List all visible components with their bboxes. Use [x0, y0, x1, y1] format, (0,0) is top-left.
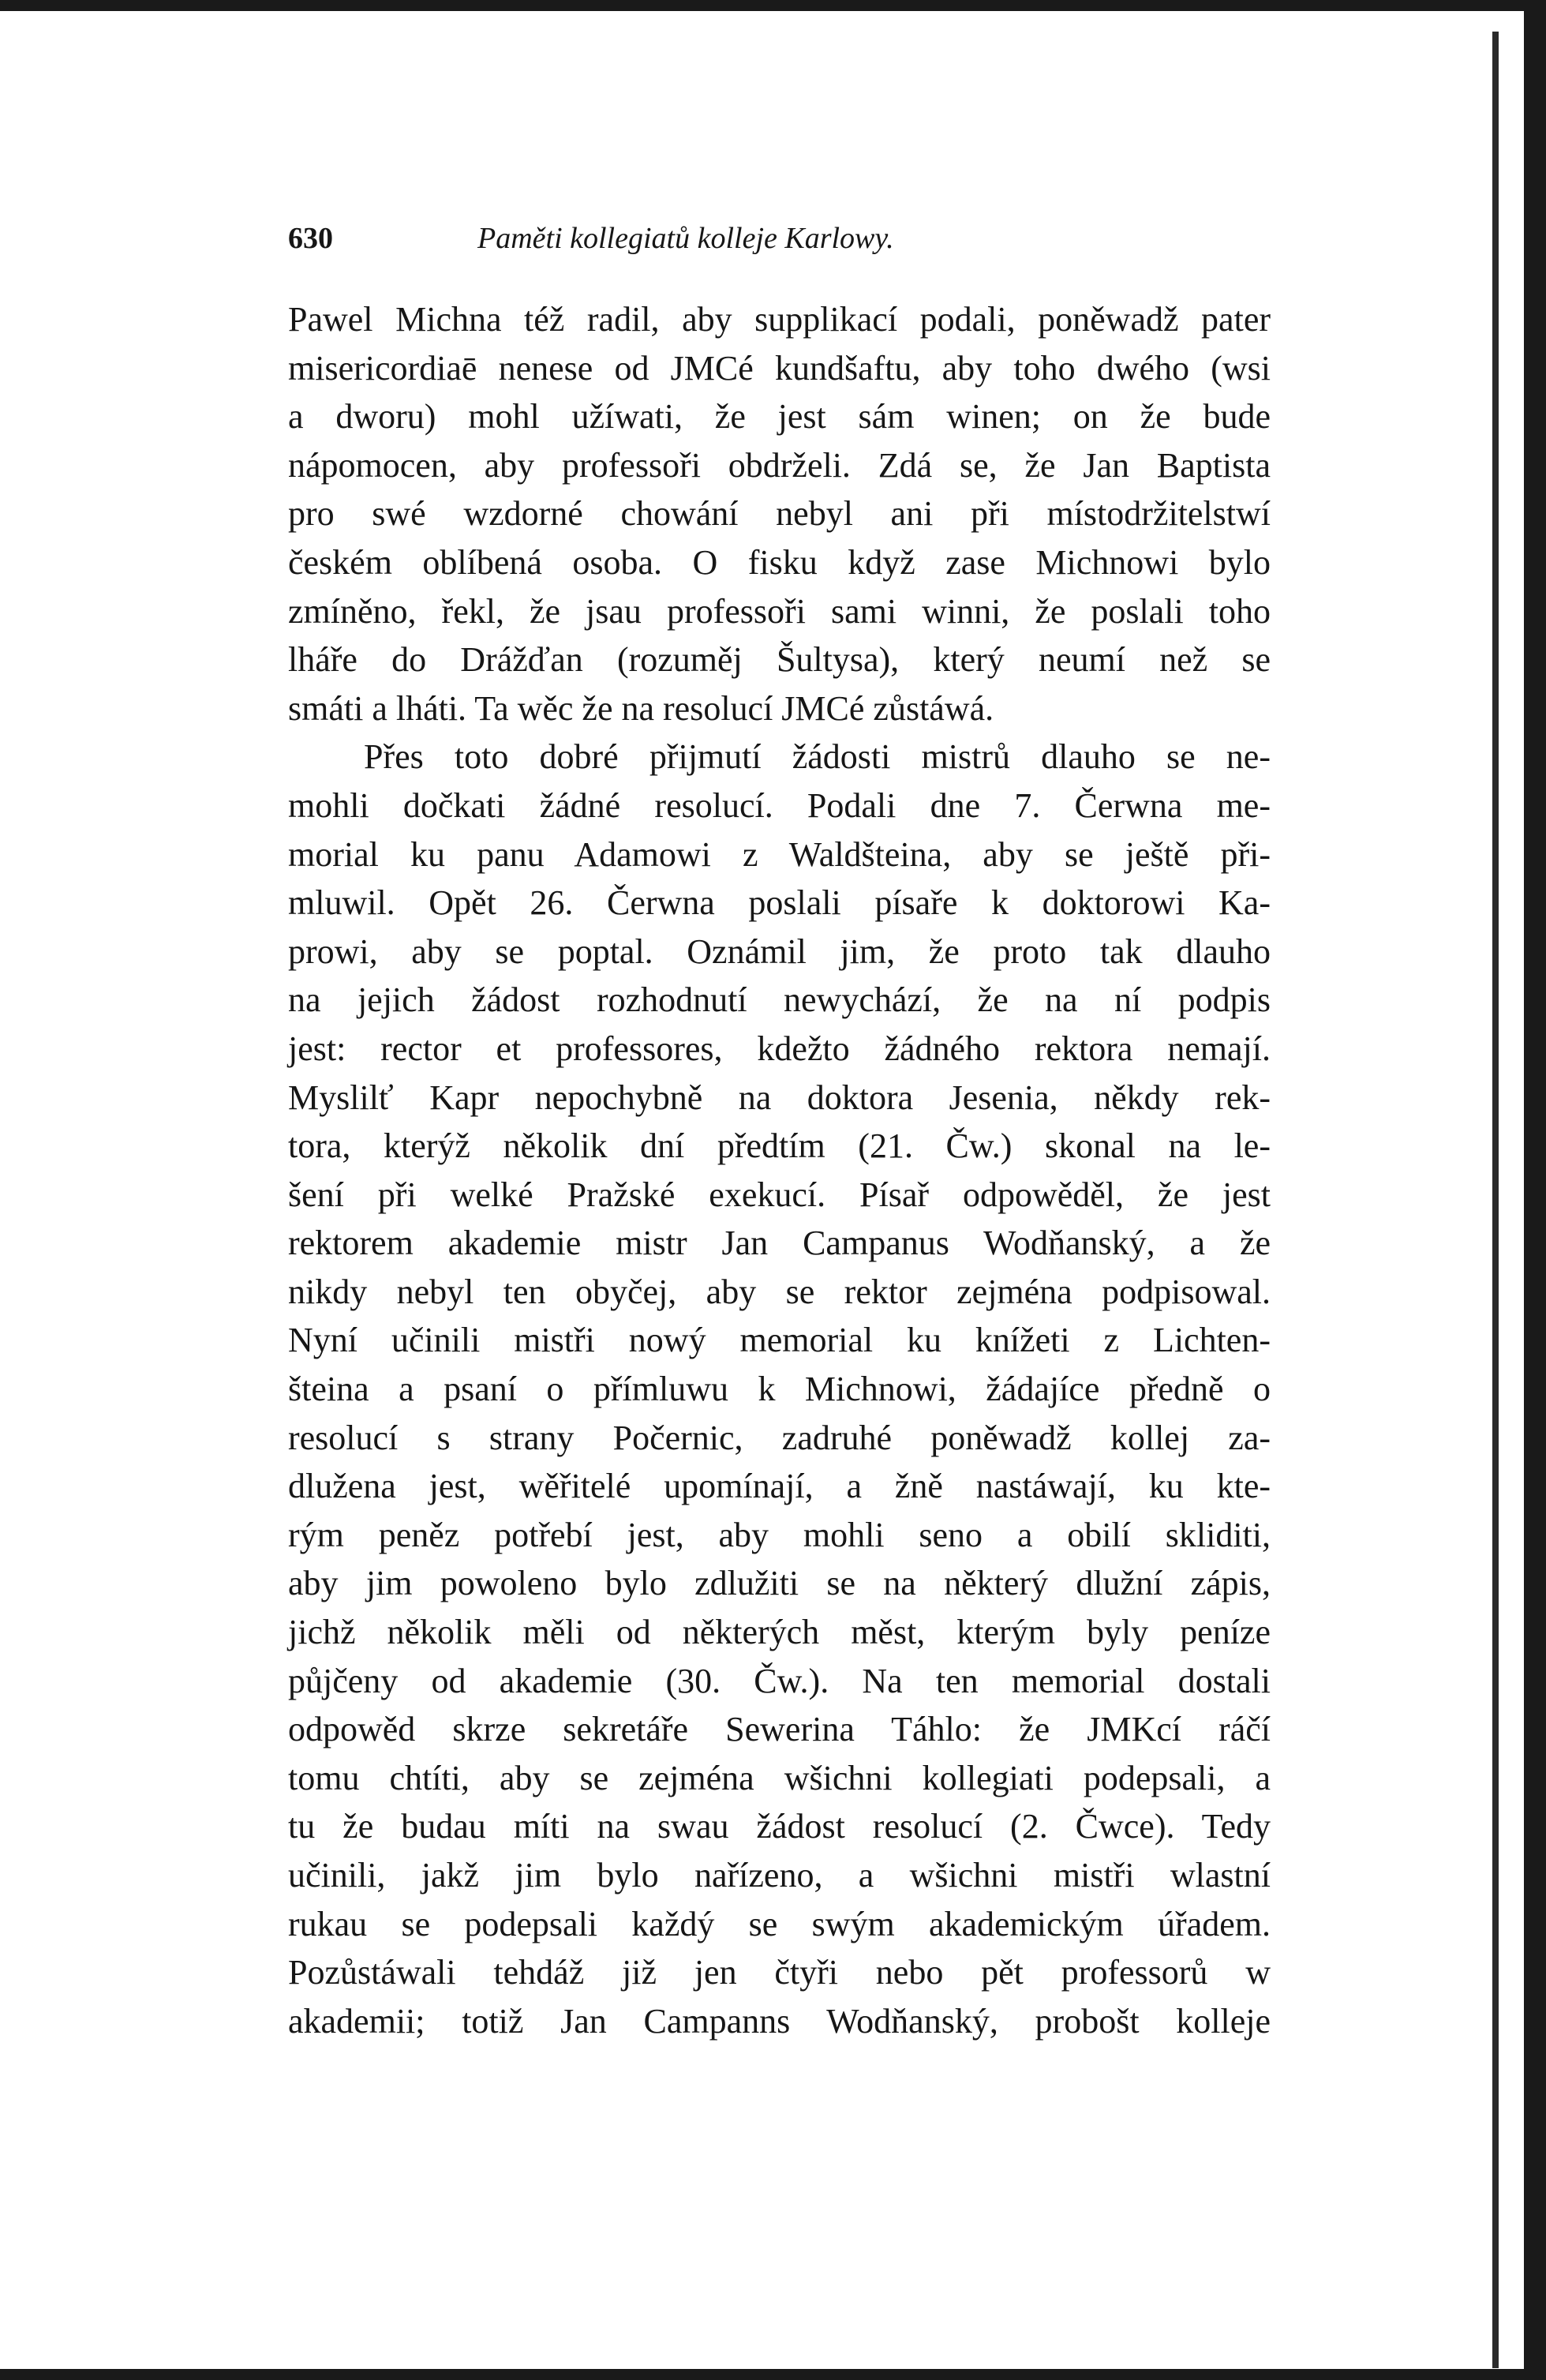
- text-line: tora, kterýž několik dní předtím (21. Čw.) skonal na le-: [288, 1126, 1271, 1166]
- paragraph: [288, 733, 1271, 2045]
- text-line: pro swé wzdorné chowání nebyl ani při místodržitelstwí: [288, 494, 1271, 534]
- text-line: odpowěd skrze sekretáře Sewerina Táhlo: že JMKcí ráčí: [288, 1710, 1271, 1749]
- text-line: mluwil. Opět 26. Čerwna poslali písaře k doktorowi Ka-: [288, 883, 1271, 923]
- text-line: jest: rector et professores, kdežto žádného rektora nemají.: [288, 1029, 1271, 1068]
- text-line: tomu chtíti, aby se zejména wšichni kollegiati podepsali, a: [288, 1758, 1271, 1797]
- text-line: prowi, aby se poptal. Oznámil jim, že proto tak dlauho: [288, 931, 1271, 971]
- text-line: půjčeny od akademie (30. Čw.). Na ten memorial dostali: [288, 1661, 1271, 1700]
- scan-binding-edge: [1492, 32, 1499, 2368]
- text-line: morial ku panu Adamowi z Waldšteina, aby se ještě při-: [288, 834, 1271, 874]
- text-line: Pawel Michna též radil, aby supplikací podali, poněwadž pater: [288, 300, 1271, 339]
- page-header: [288, 221, 1271, 268]
- text-line: zmíněno, řekl, že jsau professoři sami winni, že poslali toho: [288, 591, 1271, 631]
- text-line: šteina a psaní o přímluwu k Michnowi, žádajíce předně o: [288, 1370, 1271, 1409]
- text-line: akademii; totiž Jan Campanns Wodňanský, probošt kolleje: [288, 2001, 1271, 2041]
- text-line: a dworu) mohl užíwati, že jest sám winen; on že bude: [288, 397, 1271, 437]
- text-line: Nyní učinili mistři nowý memorial ku knížeti z Lichten-: [288, 1321, 1271, 1360]
- text-line: nikdy nebyl ten obyčej, aby se rektor zejména podpisowal.: [288, 1272, 1271, 1311]
- text-line: českém oblíbená osoba. O fisku když zase Michnowi bylo: [288, 542, 1271, 582]
- book-page: [288, 221, 1271, 2045]
- text-line: dlužena jest, wěřitelé upomínají, a žně nastáwají, ku kte-: [288, 1467, 1271, 1506]
- text-line: rektorem akademie mistr Jan Campanus Wodňanský, a že: [288, 1224, 1271, 1263]
- page-number: 630: [288, 222, 333, 255]
- text-line: aby jim powoleno bylo zdlužiti se na některý dlužní zápis,: [288, 1564, 1271, 1603]
- text-line: učinili, jakž jim bylo nařízeno, a wšichni mistři wlastní: [288, 1856, 1271, 1895]
- body-text: [288, 295, 1271, 2045]
- text-line: misericordiaē nenese od JMCé kundšaftu, aby toho dwého (wsi: [288, 348, 1271, 388]
- text-line: rým peněz potřebí jest, aby mohli seno a obilí skliditi,: [288, 1515, 1271, 1554]
- text-line: Pozůstáwali tehdáž již jen čtyři nebo pět professorů w: [288, 1953, 1271, 1992]
- text-line: mohli dočkati žádné resolucí. Podali dne 7. Čerwna me-: [288, 785, 1271, 825]
- text-line: jichž několik měli od některých měst, kterým byly peníze: [288, 1613, 1271, 1652]
- text-line: rukau se podepsali každý se swým akademickým úřadem.: [288, 1904, 1271, 1943]
- running-title: Paměti kollegiatů kolleje Karlowy.: [477, 222, 894, 255]
- text-line: šení při welké Pražské exekucí. Písař odpowěděl, že jest: [288, 1175, 1271, 1214]
- text-line: Přes toto dobré přijmutí žádosti mistrů dlauho se ne-: [364, 737, 1271, 777]
- text-line: nápomocen, aby professoři obdrželi. Zdá se, že Jan Baptista: [288, 445, 1271, 485]
- scan-border-bottom: [0, 2369, 1546, 2380]
- scan-border-top: [0, 0, 1546, 11]
- text-line: lháře do Drážďan (rozuměj Šultysa), který neumí než se: [288, 640, 1271, 680]
- paragraph: [288, 295, 1271, 733]
- text-line: resolucí s strany Počernic, zadruhé poněwadž kollej za-: [288, 1418, 1271, 1457]
- text-line: Myslilť Kapr nepochybně na doktora Jesenia, někdy rek-: [288, 1078, 1271, 1117]
- text-line: smáti a lháti. Ta wěc že na resolucí JMCé zůstáwá.: [288, 688, 994, 728]
- text-line: tu že budau míti na swau žádost resolucí (2. Čwce). Tedy: [288, 1807, 1271, 1846]
- text-line: na jejich žádost rozhodnutí newychází, že na ní podpis: [288, 980, 1271, 1020]
- scan-border-right: [1524, 0, 1546, 2380]
